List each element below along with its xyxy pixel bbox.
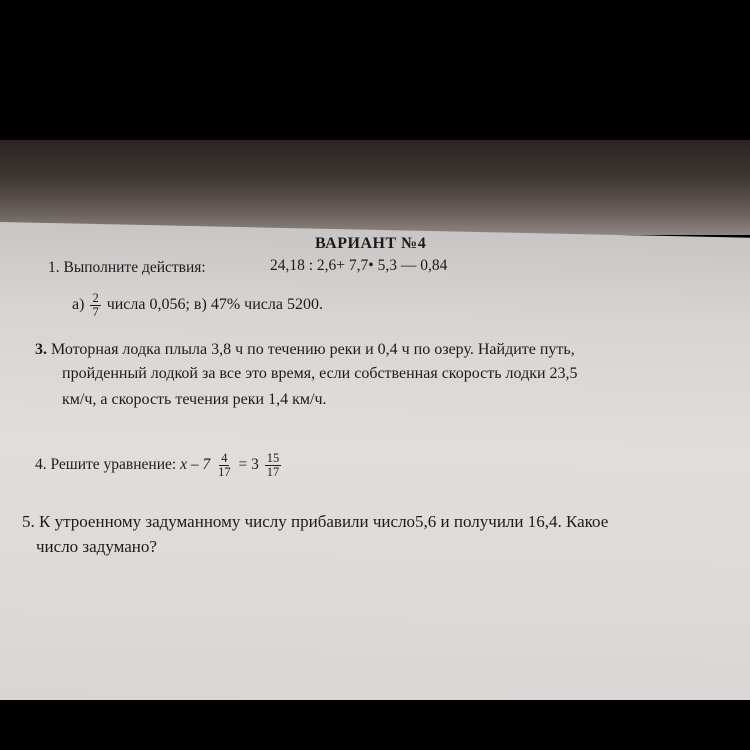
task5-line2: число задумано?: [36, 537, 157, 556]
task2-frac-num: 2: [92, 291, 99, 305]
task2-fraction: [90, 292, 100, 319]
task4-frac1-num: 4: [221, 451, 228, 465]
background-bottom: [0, 700, 750, 750]
task2-text: числа 0,056; в) 47% числа 5200.: [106, 296, 323, 314]
task3-text1: Моторная лодка плыла 3,8 ч по течению реки и 0,4 ч по озеру. Найдите путь,: [51, 341, 575, 358]
task4-line: [35, 452, 283, 479]
task4-fraction1: [216, 452, 233, 479]
task1-expression: 24,18 : 2,6+ 7,7• 5,3 — 0,84: [270, 257, 448, 274]
task1-label: 1. Выполните действия:: [48, 259, 206, 276]
task4-fraction2: [265, 452, 282, 479]
variant-title: ВАРИАНТ №4: [315, 235, 427, 252]
task5-line1: 5. К утроенному задуманному числу прибавили число5,6 и получили 16,4. Какое: [22, 512, 609, 531]
task4-frac2-num: 15: [266, 451, 280, 465]
task4-lhs: x – 7: [180, 456, 211, 474]
task2-frac-den: 7: [92, 305, 99, 319]
task3-line2: пройденный лодкой за все это время, если собственная скорость лодки 23,5: [62, 365, 578, 382]
task4-frac1-den: 17: [218, 465, 231, 479]
task4-equals: = 3: [238, 456, 259, 474]
task4-frac2-den: 17: [266, 465, 280, 479]
shadow-band: [0, 140, 750, 235]
task3-line3: км/ч, а скорость течения реки 1,4 км/ч.: [62, 391, 327, 408]
task3-number: 3.: [35, 341, 47, 358]
task2-line: [72, 292, 323, 319]
task4-label: 4. Решите уравнение:: [35, 456, 177, 474]
task3-line1: [35, 341, 575, 359]
task2-prefix: а): [72, 296, 85, 314]
background-top: [0, 0, 750, 140]
